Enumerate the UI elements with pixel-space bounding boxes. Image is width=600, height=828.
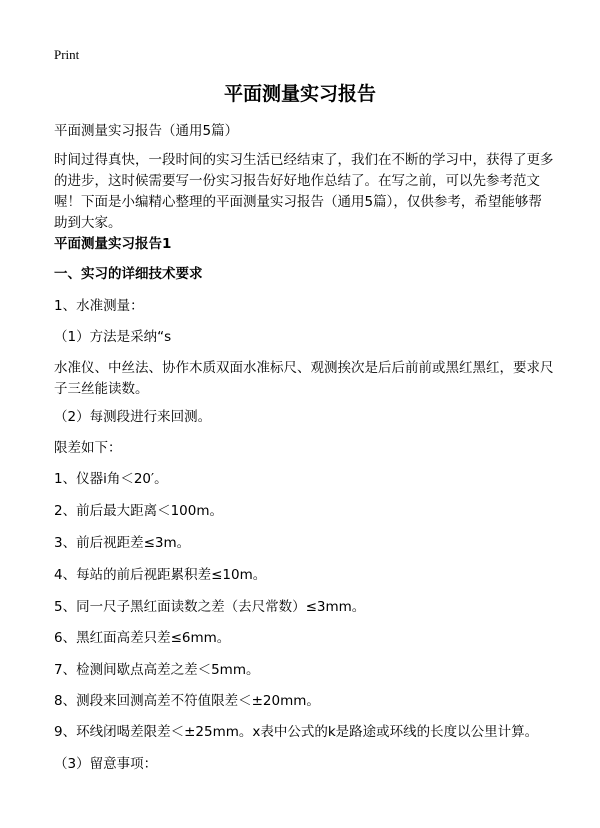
limit-item: 2、前后最大距离＜100m。 — [54, 503, 224, 519]
limit-item: 4、每站的前后视距累积差≤10m。 — [54, 567, 267, 583]
limit-item: 1、仪器i角＜20′。 — [54, 471, 168, 487]
limit-item: 9、环线闭喝差限差＜±25mm。x表中公式的k是路途或环线的长度以公里计算。 — [54, 724, 539, 740]
limit-item: 7、检测间歇点高差之差＜5mm。 — [54, 662, 260, 678]
limit-item: 5、同一尺子黑红面读数之差（去尺常数）≤3mm。 — [54, 599, 366, 615]
method-two: （2）每测段进行来回测。 — [54, 409, 212, 425]
intro-paragraph: 时间过得真快，一段时间的实习生活已经结束了，我们在不断的学习中，获得了更多的进步，这时候需要写一份实习报告好好地作总结了。在写之前，可以先参考范文喔！下面是小编精心整理的平面测量实习报告（通用5篇），仅供参考，希望能够帮助到大家。 — [54, 152, 554, 231]
print-label: Print — [54, 47, 80, 62]
limits-intro: 限差如下： — [54, 440, 122, 456]
method-detail: 水准仪、中丝法、协作木质双面水准标尺、观测挨次是后后前前或黑红黑红，要求尺子三丝能读数。 — [54, 360, 554, 397]
limit-item: 3、前后视距差≤3m。 — [54, 535, 191, 551]
limit-item: 8、测段来回测高差不符值限差＜±20mm。 — [54, 693, 320, 709]
sub-heading: 一、实习的详细技术要求 — [54, 266, 203, 282]
document-title: 平面测量实习报告 — [223, 83, 376, 105]
document-subtitle: 平面测量实习报告（通用5篇） — [54, 123, 239, 139]
limit-item: 6、黑红面高差只差≤6mm。 — [54, 630, 231, 646]
method-line: （1）方法是采纳“s — [54, 329, 172, 345]
item-leveling: 1、水准测量： — [54, 298, 144, 314]
notes-heading: （3）留意事项： — [54, 756, 158, 772]
section-title: 平面测量实习报告1 — [54, 236, 172, 252]
